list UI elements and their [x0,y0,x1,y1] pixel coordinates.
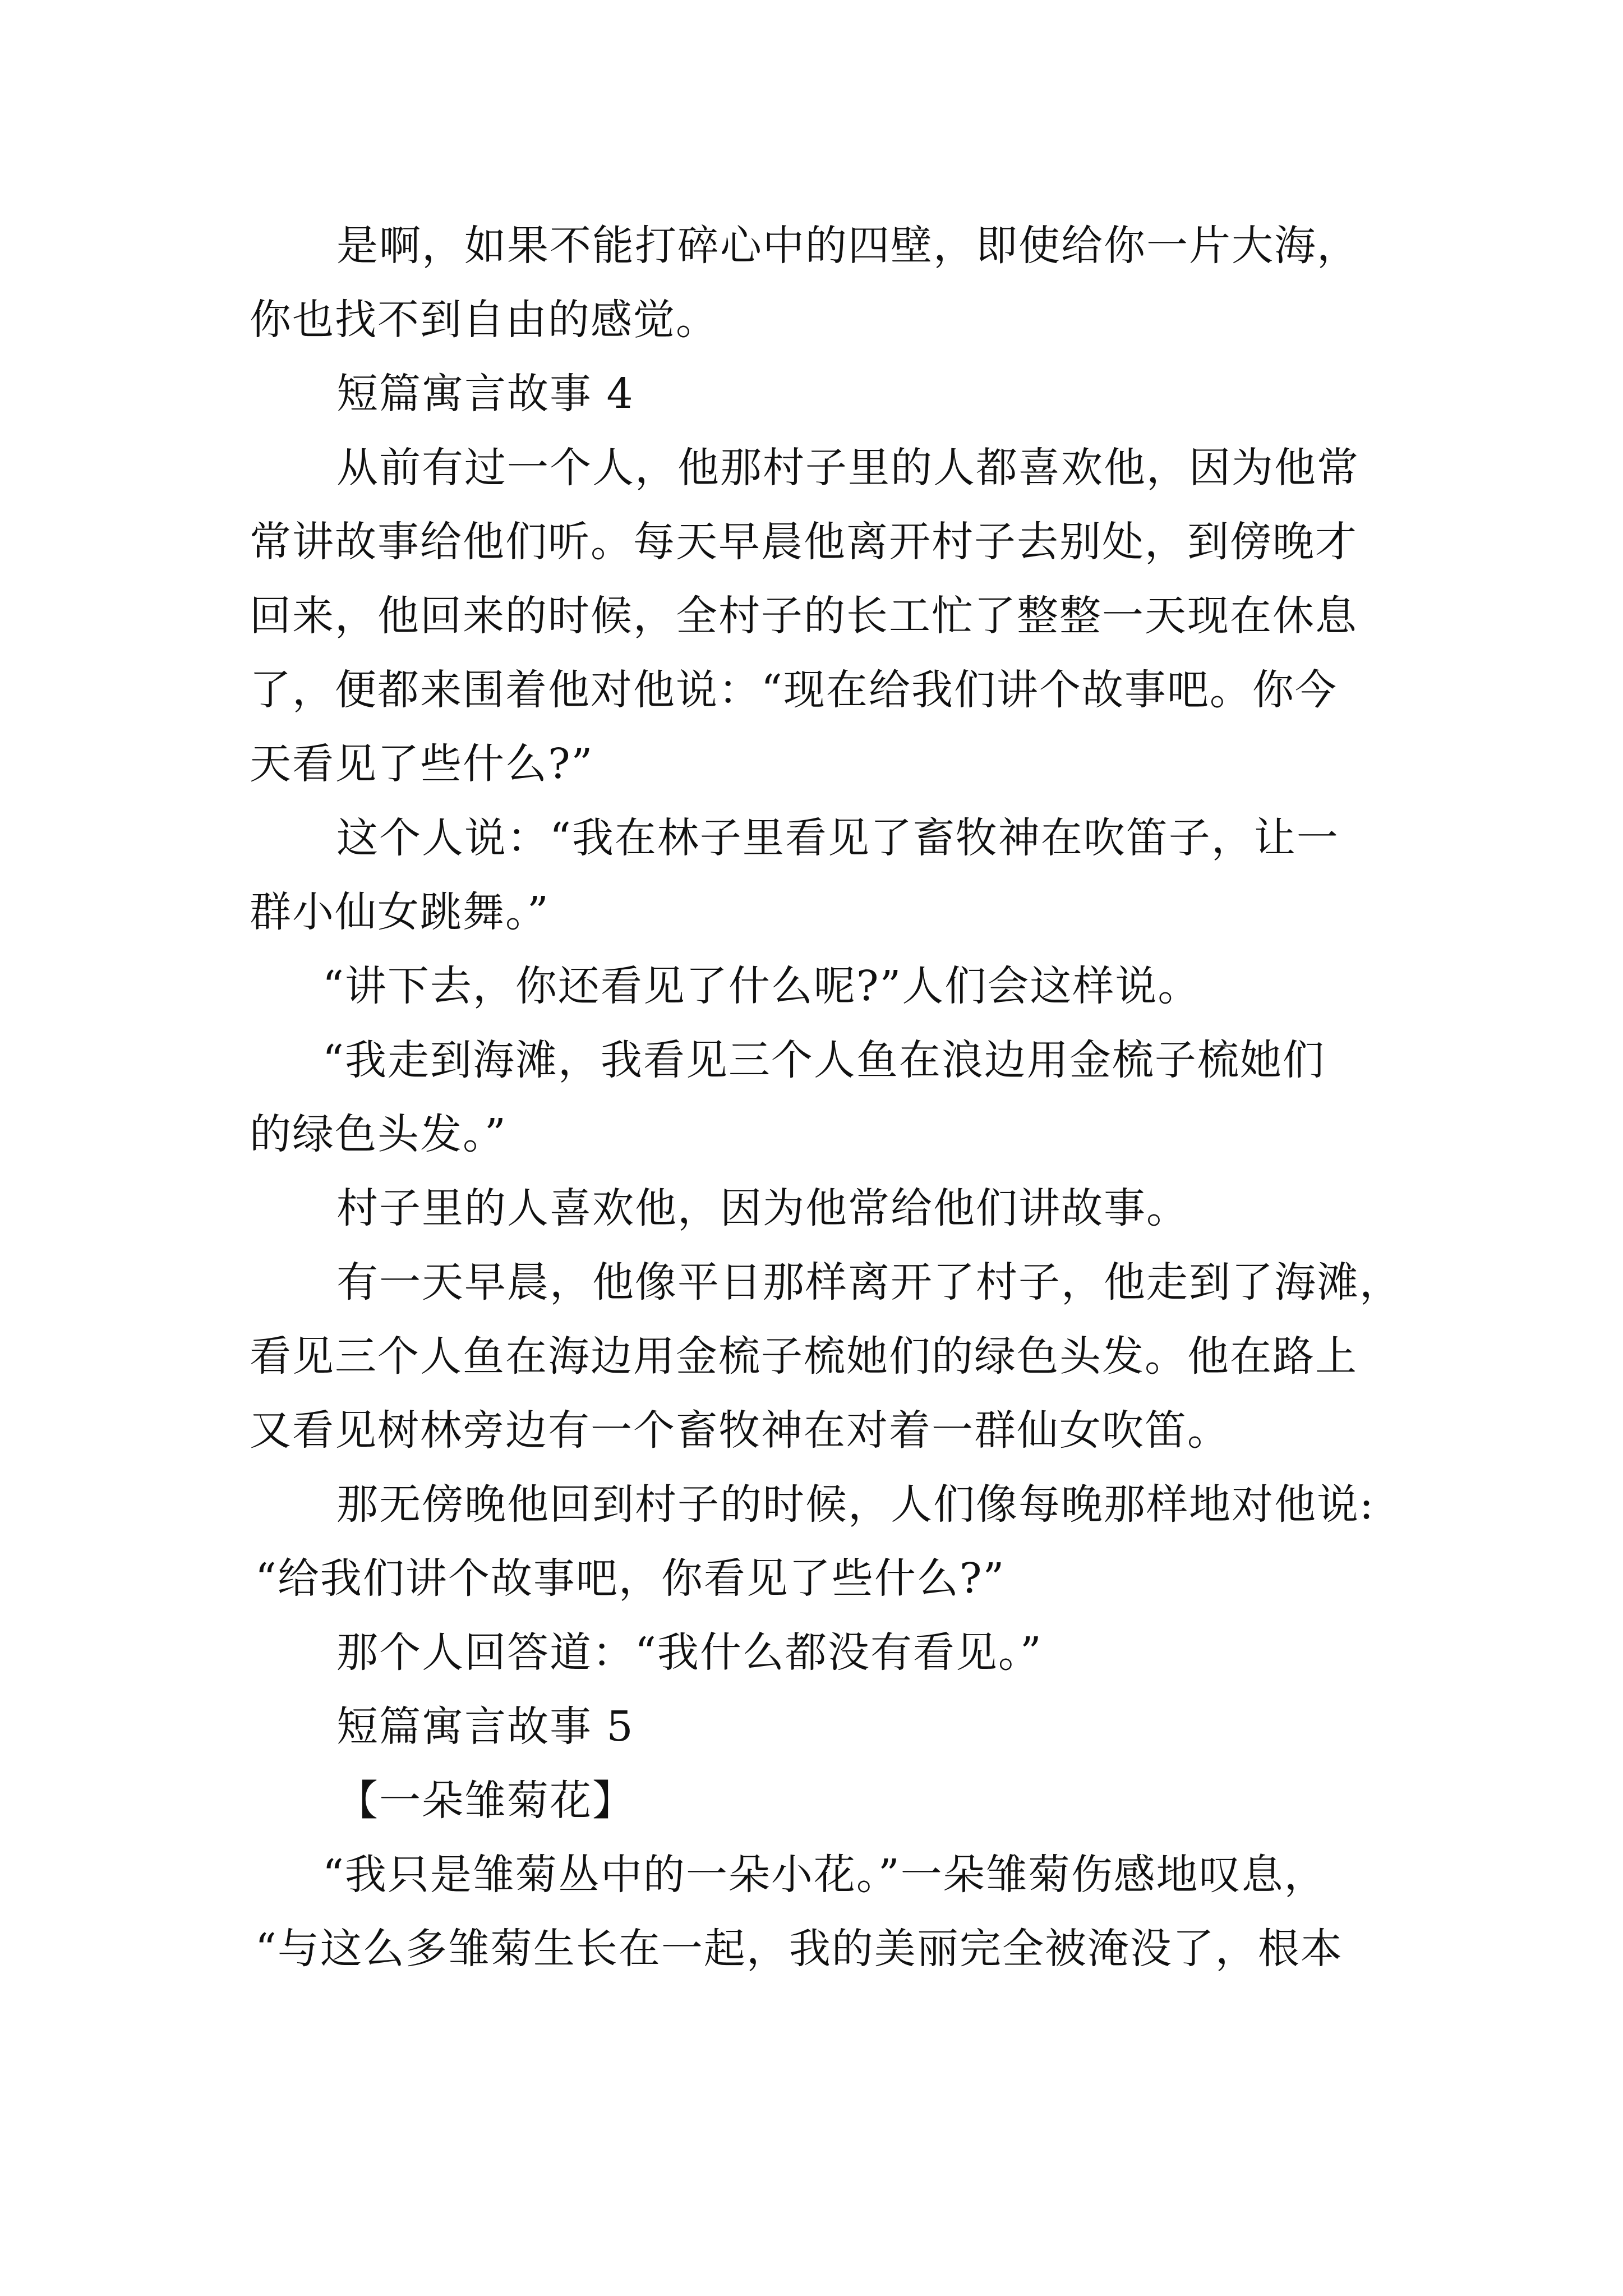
paragraph-line: 了，便都来围着他对他说：“现在给我们讲个故事吧。你今 [250,666,1338,714]
paragraph-line: 天看见了些什么?” [250,740,594,788]
paragraph-line: 的绿色头发。” [250,1110,507,1158]
paragraph-line: 有一天早晨，他像平日那样离开了村子，他走到了海滩， [336,1258,1402,1306]
paragraph-line: 回来，他回来的时候，全村子的长工忙了整整一天现在休息 [250,592,1358,640]
paragraph-line: “给我们讲个故事吧，你看见了些什么?” [255,1554,1006,1603]
paragraph-line: 是啊，如果不能打碎心中的四壁，即使给你一片大海， [336,222,1359,270]
paragraph-line: 那无傍晚他回到村子的时候，人们像每晚那样地对他说: [336,1480,1375,1529]
paragraph-line: “与这么多雏菊生长在一起，我的美丽完全被淹没了，根本 [255,1925,1343,1973]
paragraph-line: “我走到海滩，我看见三个人鱼在浪边用金梳子梳她们 [322,1036,1325,1084]
paragraph-line: 村子里的人喜欢他，因为他常给他们讲故事。 [336,1184,1189,1232]
paragraph-line: “我只是雏菊丛中的一朵小花。”一朵雏菊伤感地叹息， [322,1851,1327,1899]
paragraph-line: “讲下去，你还看见了什么呢?”人们会这样说。 [322,962,1201,1010]
section-heading: 短篇寓言故事 5 [336,1703,634,1751]
paragraph-line: 你也找不到自由的感觉。 [250,296,718,344]
section-heading: 短篇寓言故事 4 [336,370,634,418]
paragraph-line: 看见三个人鱼在海边用金梳子梳她们的绿色头发。他在路上 [250,1332,1358,1381]
paragraph-line: 那个人回答道：“我什么都没有看见。” [336,1628,1043,1677]
story-title: 【一朵雏菊花】 [336,1777,635,1825]
paragraph-line: 从前有过一个人，他那村子里的人都喜欢他，因为他常 [336,444,1359,492]
paragraph-line: 又看见树林旁边有一个畜牧神在对着一群仙女吹笛。 [250,1406,1230,1455]
paragraph-line: 群小仙女跳舞。” [250,888,550,936]
paragraph-line: 这个人说：“我在林子里看见了畜牧神在吹笛子，让一 [336,814,1339,862]
paragraph-line: 常讲故事给他们听。每天早晨他离开村子去别处，到傍晚才 [250,518,1358,566]
